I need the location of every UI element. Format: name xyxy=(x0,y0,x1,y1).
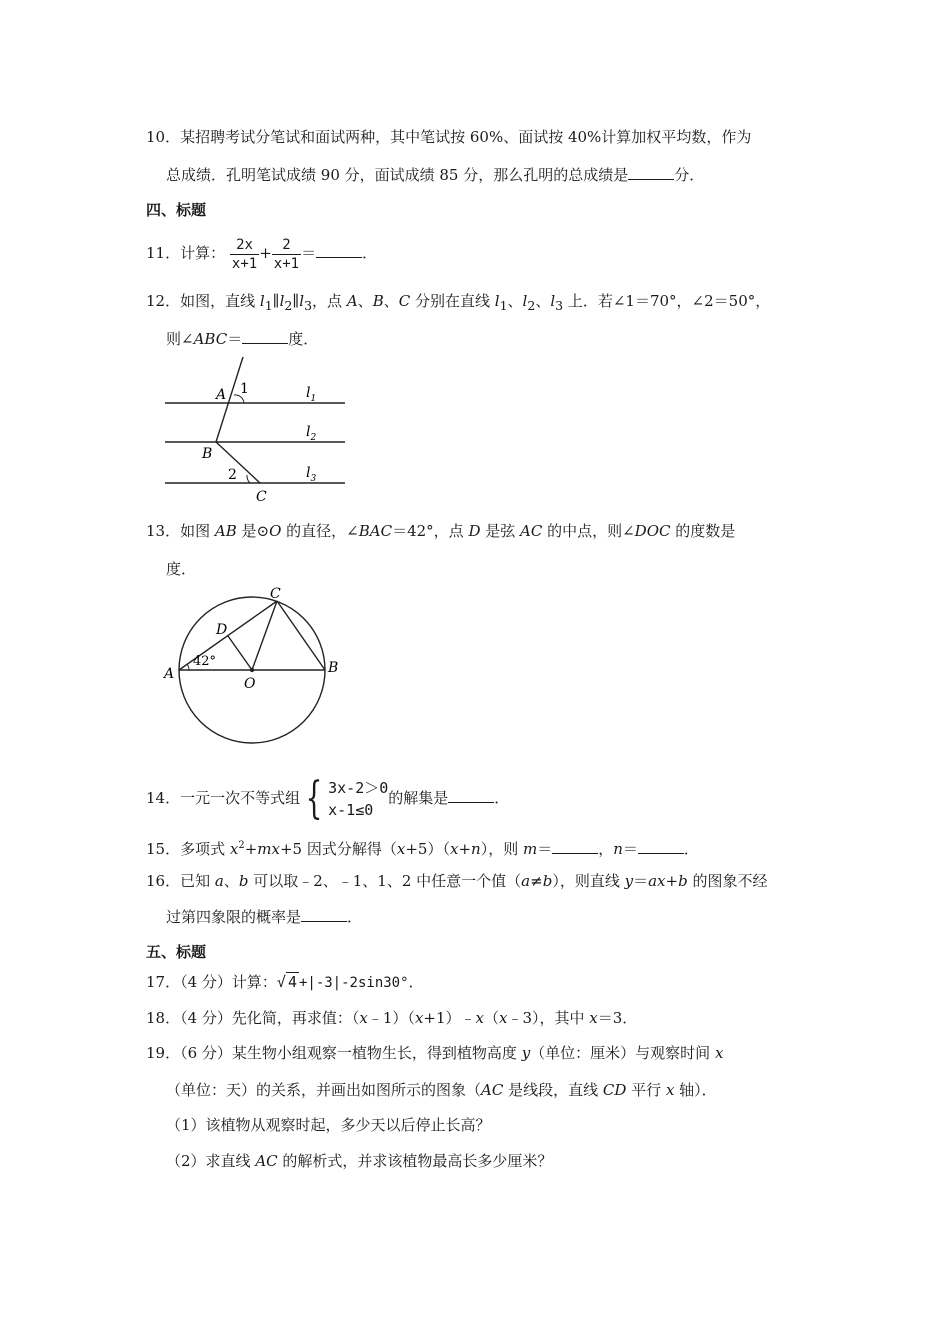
q19-sub2-AC: AC xyxy=(255,1152,278,1170)
segment-OC xyxy=(252,601,277,670)
q15-number: 15． xyxy=(146,840,181,858)
q15-x3: x xyxy=(449,840,459,858)
q12-s1: 1 xyxy=(499,298,508,313)
q17-number: 17． xyxy=(146,973,181,991)
label-C: C xyxy=(270,586,281,602)
q16-t1: 已知 xyxy=(180,872,215,890)
q12-l: l xyxy=(299,292,305,310)
q19-line1 xyxy=(146,1043,723,1063)
q16-t7: 的图象不经 xyxy=(687,872,768,890)
q12-t4: 、 xyxy=(507,292,523,310)
q12-line2-abc: ABC xyxy=(193,330,228,348)
q17-t1: （4 分）计算： xyxy=(180,973,277,991)
label-l1-letter: l xyxy=(306,385,311,401)
q15-n: n xyxy=(471,840,481,858)
q11-frac2-den: x+1 xyxy=(273,255,300,272)
q12-s3: 3 xyxy=(304,298,313,313)
label-l2-letter: l xyxy=(306,424,311,440)
q16-answer-blank[interactable] xyxy=(301,907,347,922)
q12-l: l xyxy=(279,292,285,310)
q15-answer-blank-n[interactable] xyxy=(638,839,684,854)
q18-t2: ﹣1）（ xyxy=(367,1009,415,1027)
label-B: B xyxy=(328,660,339,676)
label-A: A xyxy=(216,387,227,403)
q12-number: 12． xyxy=(146,292,181,310)
q15-n2: n xyxy=(613,840,623,858)
q10-answer-blank[interactable] xyxy=(628,165,674,180)
q15-t9: ＝ xyxy=(622,840,638,858)
angle-2-arc xyxy=(247,475,250,483)
label-l3-sub: 3 xyxy=(310,474,317,484)
label-O: O xyxy=(244,676,256,692)
q19-t2: （单位：厘米）与观察时间 xyxy=(530,1044,715,1062)
label-A: A xyxy=(164,666,175,682)
q10-text: 某招聘考试分笔试和面试两种，其中笔试按 60%、面试按 40%计算加权平均数，作为 xyxy=(180,128,752,146)
q15-mx: mx xyxy=(257,840,280,858)
q12-l: l xyxy=(259,292,265,310)
q11-end: ． xyxy=(362,244,378,262)
q13-t3: 的直径，∠ xyxy=(281,522,359,540)
q16-line2 xyxy=(166,907,362,927)
q12-t6: 上．若∠1＝70°，∠2＝50°， xyxy=(563,292,771,310)
q12-line2 xyxy=(166,329,318,349)
q17-end: ． xyxy=(408,973,424,991)
q11-frac1-num: 2x xyxy=(230,237,259,255)
q19-line2-d: 轴）． xyxy=(674,1081,717,1099)
q19-sub2 xyxy=(166,1151,552,1171)
q12-t5: 、 xyxy=(535,292,551,310)
q12-s2: 2 xyxy=(527,298,536,313)
q14-t2: 的解集是 xyxy=(388,789,449,807)
q16-line2-a: 过第四象限的概率是 xyxy=(166,908,302,926)
q15-t2: + xyxy=(244,840,258,858)
q13-O: O xyxy=(269,522,282,540)
q16-y: y xyxy=(624,872,634,890)
label-B: B xyxy=(202,446,213,462)
label-l3 xyxy=(306,465,316,484)
q13-t7: 的度数是 xyxy=(670,522,736,540)
chord-CB xyxy=(277,601,325,670)
label-l3-letter: l xyxy=(306,465,311,481)
q19-sub2-a: （2）求直线 xyxy=(166,1152,256,1170)
q11-frac2-num: 2 xyxy=(272,237,301,255)
label-l2-sub: 2 xyxy=(310,433,317,443)
q10-text2: 总成绩．孔明笔试成绩 90 分，面试成绩 85 分，那么孔明的总成绩是 xyxy=(166,166,629,184)
q16-a: a xyxy=(214,872,224,890)
q19-sub2-b: 的解析式，并求该植物最高长多少厘米？ xyxy=(277,1152,553,1170)
q10-line2 xyxy=(166,165,704,185)
q15-x: x xyxy=(229,840,239,858)
q15-t7: ＝ xyxy=(537,840,553,858)
q12-t1: 如图，直线 xyxy=(180,292,260,310)
q14-number: 14． xyxy=(146,789,181,807)
q11-prefix: 计算： xyxy=(180,244,226,262)
q16-t6: + xyxy=(665,872,679,890)
q16-line1 xyxy=(146,871,767,891)
q19-number: 19． xyxy=(146,1044,181,1062)
q12-l: l xyxy=(494,292,500,310)
q15-line xyxy=(146,836,699,859)
q15-t5: + xyxy=(458,840,472,858)
q15-t4: +5）（ xyxy=(405,840,450,858)
label-l1-sub: 1 xyxy=(310,394,317,404)
q16-t3: 可以取﹣2、﹣1、1、2 中任意一个值（ xyxy=(248,872,522,890)
segment-BC xyxy=(216,442,260,483)
q16-b3: b xyxy=(678,872,688,890)
q19-line2-c: 平行 xyxy=(626,1081,666,1099)
q13-line2: 度． xyxy=(166,560,197,578)
q15-t6: ），则 xyxy=(480,840,523,858)
q12-s2: 2 xyxy=(284,298,293,313)
label-l2 xyxy=(306,424,316,443)
q18-t5: ﹣3），其中 xyxy=(507,1009,590,1027)
q12-parallel-lines-figure xyxy=(160,355,360,505)
q18-x5: x xyxy=(589,1009,598,1027)
q12-l: l xyxy=(550,292,556,310)
label-angle-42: 42° xyxy=(193,654,217,669)
label-C: C xyxy=(256,489,267,505)
q12-par1: ∥ xyxy=(272,292,280,310)
q19-sub1: （1）该植物从观察时起，多少天以后停止长高？ xyxy=(166,1116,491,1134)
q17-sqrt xyxy=(277,972,299,992)
sqrt-icon: √ xyxy=(276,973,286,991)
q12-line1 xyxy=(146,291,770,316)
q14-inequality-system xyxy=(300,773,389,824)
q12-line2-a: 则∠ xyxy=(166,330,194,348)
q14-t1: 一元一次不等式组 xyxy=(180,789,301,807)
q17-rest: +|-3|-2sin30° xyxy=(298,975,409,991)
q11-answer-blank[interactable] xyxy=(316,243,362,258)
q13-AC: AC xyxy=(520,522,543,540)
q15-t3: +5 因式分解得（ xyxy=(279,840,397,858)
q13-BAC: BAC xyxy=(358,522,393,540)
q11-plus: + xyxy=(259,244,272,262)
q16-t4: ），则直线 xyxy=(552,872,625,890)
q10-number: 10． xyxy=(146,128,181,146)
q18-x2: x xyxy=(414,1009,424,1027)
center-point-O xyxy=(250,668,254,672)
q16-t2: 、 xyxy=(223,872,239,890)
q17-radicand: 4 xyxy=(287,973,297,991)
angle-42-arc xyxy=(187,664,189,670)
q13-t4: ＝42°，点 xyxy=(392,522,469,540)
q12-sep2: 、 xyxy=(383,292,399,310)
q12-s3: 3 xyxy=(555,298,564,313)
q18-t3: +1）﹣ xyxy=(423,1009,476,1027)
q12-A: A xyxy=(346,292,358,310)
q19-CD: CD xyxy=(602,1081,627,1099)
q15-m: m xyxy=(522,840,538,858)
q17-line xyxy=(146,972,424,993)
label-angle-2: 2 xyxy=(228,467,237,483)
q14-line xyxy=(146,770,509,826)
q19-line2 xyxy=(166,1080,717,1100)
q15-t1: 多项式 xyxy=(180,840,230,858)
q19-y: y xyxy=(521,1044,531,1062)
q19-line2-b: 是线段，直线 xyxy=(503,1081,603,1099)
q18-x1: x xyxy=(359,1009,368,1027)
brace-icon: { xyxy=(305,773,323,824)
label-l1 xyxy=(306,385,316,404)
q13-AB: AB xyxy=(214,522,237,540)
q11-line xyxy=(146,232,377,274)
q16-ne: ≠ xyxy=(530,872,543,890)
q18-t6: ＝3． xyxy=(597,1009,638,1027)
q14-end: ． xyxy=(494,789,510,807)
q15-answer-blank-m[interactable] xyxy=(552,839,598,854)
q13-t5: 是弦 xyxy=(480,522,521,540)
segment-OD xyxy=(228,636,252,670)
q15-x2: x xyxy=(396,840,406,858)
q13-number: 13． xyxy=(146,522,181,540)
q19-x2: x xyxy=(665,1081,675,1099)
q19-AC: AC xyxy=(481,1081,504,1099)
q18-line xyxy=(146,1008,637,1028)
q16-end: ． xyxy=(347,908,363,926)
q18-x3: x xyxy=(475,1009,484,1027)
q18-x4: x xyxy=(499,1009,508,1027)
q10-unit: 分． xyxy=(674,166,705,184)
q12-C: C xyxy=(398,292,411,310)
q19-x: x xyxy=(714,1044,724,1062)
q12-l: l xyxy=(522,292,528,310)
q12-B: B xyxy=(372,292,384,310)
q15-sup: 2 xyxy=(238,840,245,851)
q13-D: D xyxy=(468,522,481,540)
q12-t2: ，点 xyxy=(312,292,347,310)
q12-line2-c: 度． xyxy=(288,330,319,348)
q18-number: 18． xyxy=(146,1009,181,1027)
q15-t8: ， xyxy=(598,840,614,858)
q14-rows xyxy=(328,777,388,821)
q12-par2: ∥ xyxy=(292,292,300,310)
q12-line2-b: ＝ xyxy=(227,330,243,348)
q14-row1: 3x-2＞0 xyxy=(328,779,389,797)
q12-answer-blank[interactable] xyxy=(242,329,288,344)
q15-end: ． xyxy=(683,840,699,858)
q13-line1 xyxy=(146,521,735,541)
q16-b2: b xyxy=(542,872,553,890)
q11-fraction-1 xyxy=(230,237,259,272)
q19-line2-a: （单位：天）的关系，并画出如图所示的图象（ xyxy=(166,1081,482,1099)
q13-t6: 的中点，则∠ xyxy=(542,522,635,540)
q16-number: 16． xyxy=(146,872,181,890)
q18-t1: （4 分）先化简，再求值：（ xyxy=(180,1009,360,1027)
q19-t1: （6 分）某生物小组观察一植物生长，得到植物高度 xyxy=(180,1044,522,1062)
q11-equals: ＝ xyxy=(301,244,317,262)
q16-b: b xyxy=(238,872,249,890)
q11-fraction-2 xyxy=(272,237,301,272)
q16-t5: ＝ xyxy=(633,872,649,890)
q16-a2: a xyxy=(521,872,531,890)
q13-t1: 如图 xyxy=(180,522,215,540)
q14-answer-blank[interactable] xyxy=(448,788,494,803)
q13-t2: 是⊙ xyxy=(236,522,270,540)
section-5-heading: 五、标题 xyxy=(146,943,207,961)
q16-ax: ax xyxy=(648,872,666,890)
q12-s1: 1 xyxy=(264,298,273,313)
q10-line1 xyxy=(146,127,751,147)
q12-t3: 分别在直线 xyxy=(410,292,495,310)
q12-sep1: 、 xyxy=(357,292,373,310)
q14-row2: x-1≤0 xyxy=(328,801,374,819)
q11-number: 11． xyxy=(146,244,181,262)
label-D: D xyxy=(216,622,228,638)
section-4-heading: 四、标题 xyxy=(146,201,207,219)
q13-DOC: DOC xyxy=(634,522,671,540)
q13-circle-figure xyxy=(160,582,350,752)
q11-frac1-den: x+1 xyxy=(231,255,258,272)
q18-t4: （ xyxy=(484,1009,500,1027)
label-angle-1: 1 xyxy=(240,381,249,397)
